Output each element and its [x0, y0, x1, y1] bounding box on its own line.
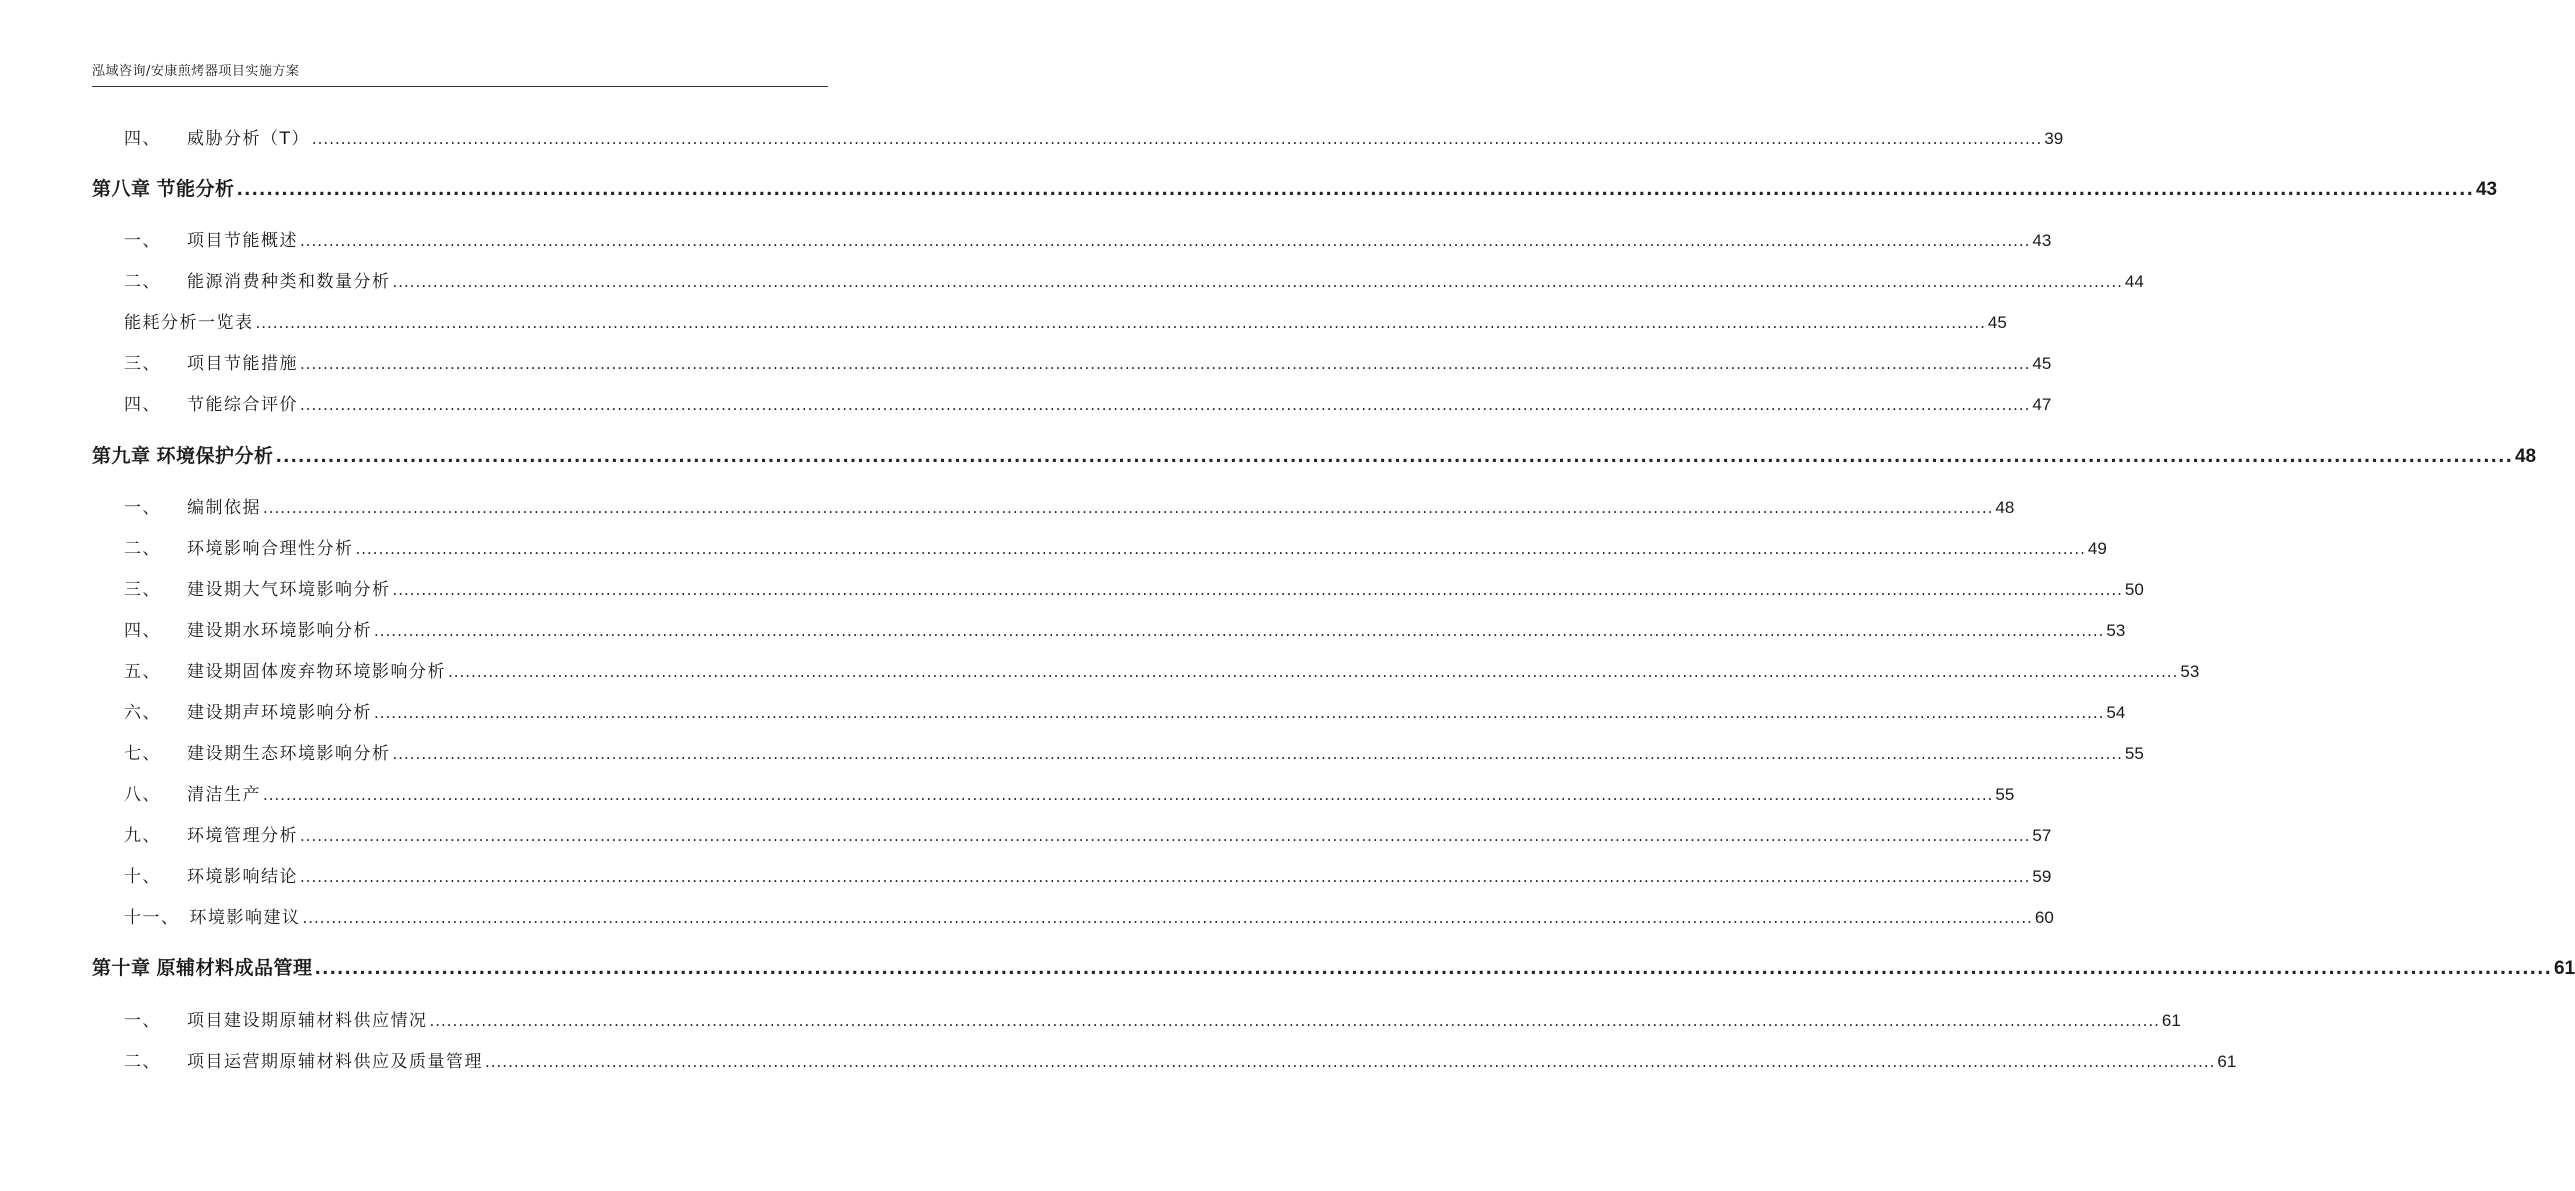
toc-entry[interactable] [124, 657, 2200, 682]
toc-leader: ............................................................................................................................................................................................................................................................................................................ [448, 663, 2179, 681]
toc-chapter-number: 第九章 [92, 445, 151, 467]
toc-entry-number: 十、 [124, 867, 161, 887]
toc-leader: ............................................................................................................................................................................................................................................................................................................ [392, 273, 2123, 291]
toc-entry-page: 45 [2032, 354, 2052, 373]
toc-entry-number: 九、 [124, 826, 161, 846]
toc-entry[interactable] [124, 534, 2107, 559]
toc-entry-page: 61 [2217, 1052, 2237, 1071]
toc-entry[interactable] [124, 862, 2052, 887]
toc-leader: ............................................................................................................................................................................................................................................................................................................ [302, 909, 2033, 927]
toc-entry[interactable] [124, 739, 2144, 764]
toc-chapter[interactable] [92, 953, 2575, 980]
toc-chapter-number: 第八章 [92, 178, 151, 200]
toc-entry-title: 环境影响结论 [187, 867, 298, 887]
toc-entry-title: 节能综合评价 [187, 395, 298, 415]
toc-entry-title: 建设期固体废弃物环境影响分析 [187, 662, 446, 682]
toc-entry-page: 59 [2032, 867, 2052, 886]
toc-entry[interactable] [124, 1006, 2181, 1031]
toc-entry-number: 二、 [124, 539, 161, 559]
toc-entry-page: 57 [2032, 826, 2052, 845]
toc-entry[interactable] [124, 698, 2126, 723]
toc-chapter-page: 43 [2475, 179, 2498, 200]
toc-chapter-title: 节能分析 [156, 178, 235, 200]
toc-entry-number: 四、 [124, 621, 161, 641]
toc-entry-number: 四、 [124, 129, 161, 149]
toc-leader: ............................................................................................................................................................................................................................................................................................................ [374, 704, 2105, 722]
toc-entry-number: 二、 [124, 1052, 161, 1072]
toc-leader: ............................................................................................................................................................................................................................................................................................................ [311, 130, 2043, 148]
toc-entry-page: 53 [2106, 621, 2126, 640]
toc-entry-page: 49 [2087, 539, 2107, 558]
toc-leader: ............................................................................................................................................................................................................................................................................................................ [300, 396, 2031, 414]
toc-entry-page: 53 [2180, 662, 2200, 681]
toc-entry-title: 环境影响合理性分析 [187, 539, 354, 559]
toc-leader: ............................................................................................................................................................................................................................................................................................................ [300, 232, 2031, 250]
toc-entry-title: 项目节能措施 [187, 354, 298, 374]
toc-entry-page: 60 [2034, 908, 2054, 927]
toc-leader: ............................................................................................................................................................................................................................................................................................................ [429, 1012, 2160, 1030]
toc-leader: ............................................................................................................................................................................................................................................................................................................ [275, 447, 2513, 467]
toc-entry-title: 建设期水环境影响分析 [187, 621, 372, 641]
toc-entry[interactable] [124, 226, 2052, 251]
toc-chapter[interactable] [92, 441, 2537, 468]
toc-entry-number: 二、 [124, 272, 161, 292]
toc-entry-page: 48 [1995, 498, 2015, 517]
toc-entry-page: 47 [2032, 395, 2052, 414]
toc-leader: ............................................................................................................................................................................................................................................................................................................ [263, 786, 1994, 804]
toc-entry[interactable] [124, 1047, 2237, 1072]
toc-entry-title: 项目节能概述 [187, 231, 298, 251]
toc-entry-page: 39 [2044, 129, 2064, 148]
toc-entry[interactable] [124, 616, 2126, 641]
toc-entry[interactable] [124, 349, 2052, 374]
toc-entry-number: 八、 [124, 785, 161, 805]
toc-entry-title: 环境影响建议 [189, 908, 301, 928]
toc-entry-number: 三、 [124, 580, 161, 600]
toc-entry-number: 一、 [124, 231, 161, 251]
toc-entry[interactable] [124, 575, 2144, 600]
header-title: 泓域咨询/安康煎烤器项目实施方案 [92, 64, 300, 79]
toc-leader: ............................................................................................................................................................................................................................................................................................................ [314, 959, 2552, 979]
toc-entry-number: 四、 [124, 395, 161, 415]
toc-entry[interactable] [124, 124, 2064, 149]
toc-leader: ............................................................................................................................................................................................................................................................................................................ [392, 581, 2123, 599]
toc-leader: ............................................................................................................................................................................................................................................................................................................ [255, 314, 1986, 332]
toc-entry[interactable] [124, 903, 2054, 928]
toc-entry-page: 55 [2124, 744, 2144, 763]
toc-leader: ............................................................................................................................................................................................................................................................................................................ [236, 180, 2474, 200]
toc-entry-title: 编制依据 [187, 498, 261, 518]
toc-entry-title: 建设期声环境影响分析 [187, 703, 372, 723]
toc-entry[interactable] [124, 390, 2052, 415]
toc-entry-title: 能耗分析一览表 [124, 313, 254, 333]
toc-chapter[interactable] [92, 174, 2498, 201]
toc-entry[interactable] [124, 780, 2015, 805]
toc-leader: ............................................................................................................................................................................................................................................................................................................ [263, 499, 1994, 517]
toc-chapter-title: 环境保护分析 [156, 445, 274, 467]
toc-entry-page: 61 [2161, 1011, 2181, 1030]
toc-entry-title: 清洁生产 [187, 785, 261, 805]
toc-entry-number: 十一、 [124, 908, 180, 928]
toc-entry-number: 七、 [124, 744, 161, 764]
toc-entry-page: 45 [1987, 313, 2007, 332]
toc-entry-page: 50 [2124, 580, 2144, 599]
toc-entry[interactable] [124, 821, 2052, 846]
toc-entry-title: 建设期大气环境影响分析 [187, 580, 391, 600]
toc-entry-title: 环境管理分析 [187, 826, 298, 846]
toc-entry-number: 一、 [124, 498, 161, 518]
toc-entry-title: 能源消费种类和数量分析 [187, 272, 391, 292]
toc-leader: ............................................................................................................................................................................................................................................................................................................ [485, 1053, 2216, 1071]
toc-entry-title: 项目运营期原辅材料供应及质量管理 [187, 1052, 483, 1072]
toc-chapter-page: 61 [2553, 958, 2575, 979]
toc-leader: ............................................................................................................................................................................................................................................................................................................ [300, 355, 2031, 373]
toc-leader: ............................................................................................................................................................................................................................................................................................................ [300, 868, 2031, 886]
toc-chapter-number: 第十章 [92, 957, 151, 979]
toc-entry-page: 54 [2106, 703, 2126, 722]
toc-entry[interactable] [124, 308, 2007, 333]
toc-leader: ............................................................................................................................................................................................................................................................................................................ [392, 745, 2123, 763]
toc-entry-number: 三、 [124, 354, 161, 374]
toc-entry-title: 建设期生态环境影响分析 [187, 744, 391, 764]
toc-entry-title: 威胁分析（T） [187, 129, 310, 149]
toc-leader: ............................................................................................................................................................................................................................................................................................................ [300, 827, 2031, 845]
toc-chapter-page: 48 [2514, 446, 2537, 467]
toc-leader: ............................................................................................................................................................................................................................................................................................................ [374, 622, 2105, 640]
toc-entry-number: 六、 [124, 703, 161, 723]
toc-entry-page: 55 [1995, 785, 2015, 804]
toc-entry-page: 44 [2124, 272, 2144, 291]
toc-entry[interactable] [124, 493, 2015, 518]
toc-entry-title: 项目建设期原辅材料供应情况 [187, 1011, 428, 1031]
toc-entry-page: 43 [2032, 231, 2052, 250]
toc-entry[interactable] [124, 267, 2144, 292]
toc-entry-number: 一、 [124, 1011, 161, 1031]
toc-chapter-title: 原辅材料成品管理 [156, 957, 313, 979]
toc-leader: ............................................................................................................................................................................................................................................................................................................ [355, 540, 2086, 558]
toc-entry-number: 五、 [124, 662, 161, 682]
